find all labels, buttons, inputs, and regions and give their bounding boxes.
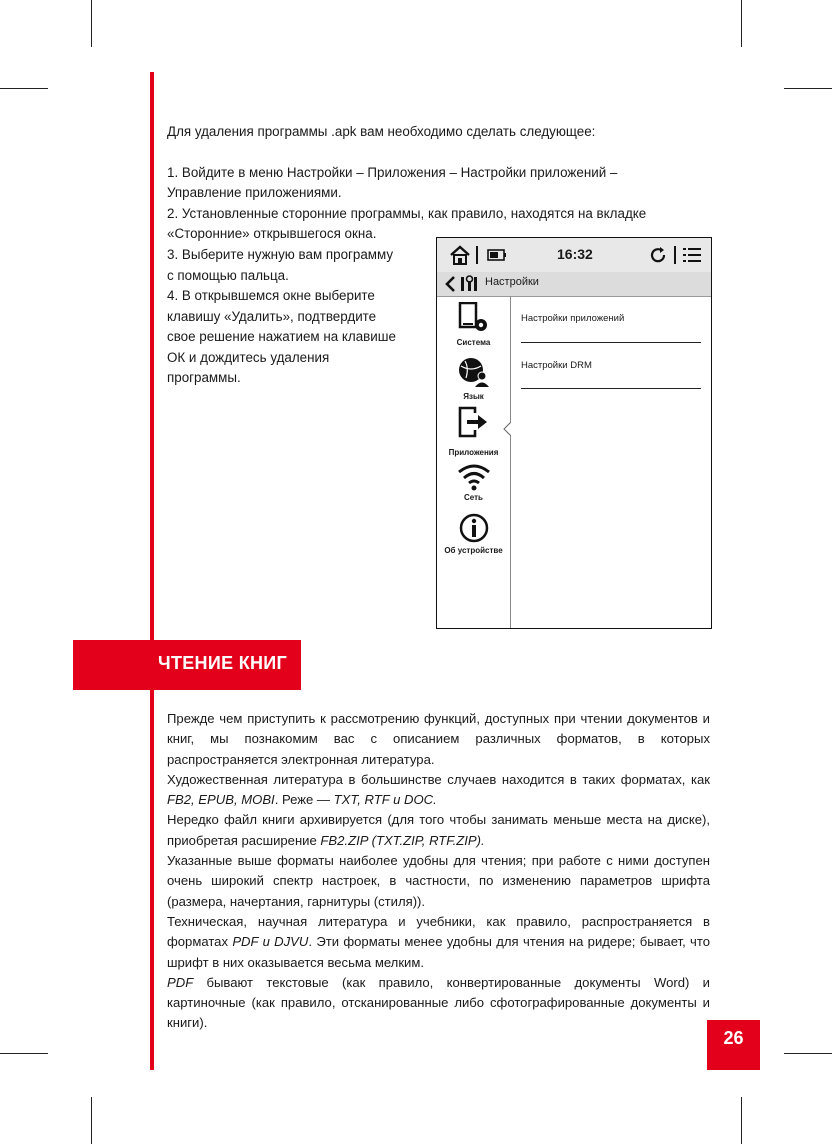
step-2a: 2. Установленные сторонние программы, как правило, находятся на вкладке <box>167 205 647 221</box>
step-4a: 4. В открывшемся окне выберите <box>167 288 375 303</box>
crop-mark <box>784 1053 832 1054</box>
home-icon[interactable] <box>449 244 471 266</box>
text-span: . Реже — <box>274 792 334 808</box>
text-span: Техническая, научная литература и учебники, как правило, распространяется в форматах <box>167 913 710 950</box>
text-span: Нередко файл книги архивируется (для того чтобы занимать меньше места на диске), приобретая расширение <box>167 812 710 848</box>
list-item-drm-settings[interactable]: Настройки DRM <box>521 360 592 371</box>
format-names: FB2.ZIP (TXT.ZIP, RTF.ZIP). <box>320 832 485 848</box>
intro-text <box>167 122 707 245</box>
selection-pointer <box>503 422 511 436</box>
header-title: Настройки <box>485 276 539 288</box>
step-3a: 3. Выберите нужную вам программу <box>167 247 394 262</box>
crop-mark <box>0 88 48 89</box>
paragraph-6 <box>167 973 710 1034</box>
device-screenshot <box>436 237 712 629</box>
step-4c: свое решение нажатием на клавише <box>167 329 396 344</box>
step-4d: ОК и дождитесь удаления <box>167 349 330 365</box>
sidebar-item-network[interactable] <box>437 460 510 508</box>
crop-mark <box>0 1053 48 1054</box>
step-1b: Управление приложениями. <box>167 185 342 200</box>
section-header <box>73 640 301 690</box>
intro-lead: Для удаления программы .apk вам необходимо сделать следующее: <box>167 124 596 139</box>
crop-mark <box>741 0 742 47</box>
page-number: 26 <box>707 1020 760 1070</box>
battery-icon <box>487 249 507 261</box>
step-4b: клавишу «Удалить», подтвердите <box>167 308 377 324</box>
sidebar-item-label: Приложения <box>448 448 499 457</box>
crop-mark <box>91 1097 92 1144</box>
sidebar-item-system[interactable] <box>437 300 510 348</box>
paragraph-3 <box>167 810 710 851</box>
back-icon[interactable] <box>443 275 457 293</box>
text-span: бывают текстовые (как правило, конвертированные документы Word) и картиночные (как правило, отсканированные либо сфотографированные документы и книги). <box>167 974 710 1031</box>
settings-sidebar <box>437 296 511 628</box>
sidebar-item-label: Система <box>456 338 491 347</box>
clock: 16:32 <box>557 246 593 262</box>
steps-text <box>167 245 417 389</box>
paragraph-2 <box>167 770 710 811</box>
tools-icon <box>459 275 479 293</box>
format-names: FB2, EPUB, MOBI <box>167 792 275 808</box>
sidebar-item-label: Язык <box>463 392 484 401</box>
info-icon <box>458 512 490 544</box>
paragraph-5 <box>167 912 710 973</box>
divider <box>476 246 478 264</box>
sidebar-item-about[interactable] <box>437 510 510 562</box>
wifi-icon <box>457 462 491 492</box>
crop-mark <box>91 0 92 47</box>
crop-mark <box>741 1097 742 1144</box>
globe-person-icon <box>457 356 491 388</box>
tablet-gear-icon <box>457 302 491 334</box>
text-span: . Эти форматы менее удобны для чтения на ридере; бывает, что шрифт в них оказывается весьма мелким. <box>167 934 710 970</box>
paragraph-1: Прежде чем приступить к рассмотрению функций, доступных при чтении документов и книг, мы познакомим вас с описанием различных форматов, в которых распространяется электронная литература. <box>167 711 710 767</box>
sidebar-item-applications[interactable] <box>437 406 510 457</box>
refresh-icon[interactable] <box>649 246 667 264</box>
step-1a: 1. Войдите в меню Настройки – Приложения – Настройки приложений – <box>167 164 618 180</box>
step-4e: программы. <box>167 370 241 385</box>
section-title: ЧТЕНИЕ КНИГ <box>158 653 288 673</box>
divider <box>674 246 676 264</box>
format-names: TXT, RTF и DOC. <box>333 792 437 808</box>
paragraph-4: Указанные выше форматы наиболее удобны для чтения; при работе с ними доступен очень широкий спектр настроек, в частности, по изменению параметров шрифта (размера, начертания, гарнитуры (стиля)). <box>167 853 710 909</box>
margin-red-line <box>150 72 154 1070</box>
sidebar-item-label: Об устройстве <box>444 546 503 555</box>
menu-list-icon[interactable] <box>682 246 702 264</box>
text-span: Художественная литература в большинстве случаев находится в таких форматах, как <box>167 771 710 787</box>
settings-header <box>437 272 711 297</box>
list-divider <box>521 342 701 343</box>
sidebar-item-label: Сеть <box>464 493 483 502</box>
app-export-icon <box>457 406 491 440</box>
status-bar <box>437 238 711 273</box>
format-names: PDF и DJVU <box>232 934 309 950</box>
list-item-app-settings[interactable]: Настройки приложений <box>521 313 625 324</box>
step-3b: с помощью пальца. <box>167 267 289 283</box>
sidebar-item-language[interactable] <box>437 354 510 402</box>
format-names: PDF <box>167 974 194 990</box>
crop-mark <box>784 88 832 89</box>
list-divider <box>521 388 701 389</box>
step-2b: «Сторонние» открывшегося окна. <box>167 226 377 241</box>
body-text <box>167 709 710 1034</box>
